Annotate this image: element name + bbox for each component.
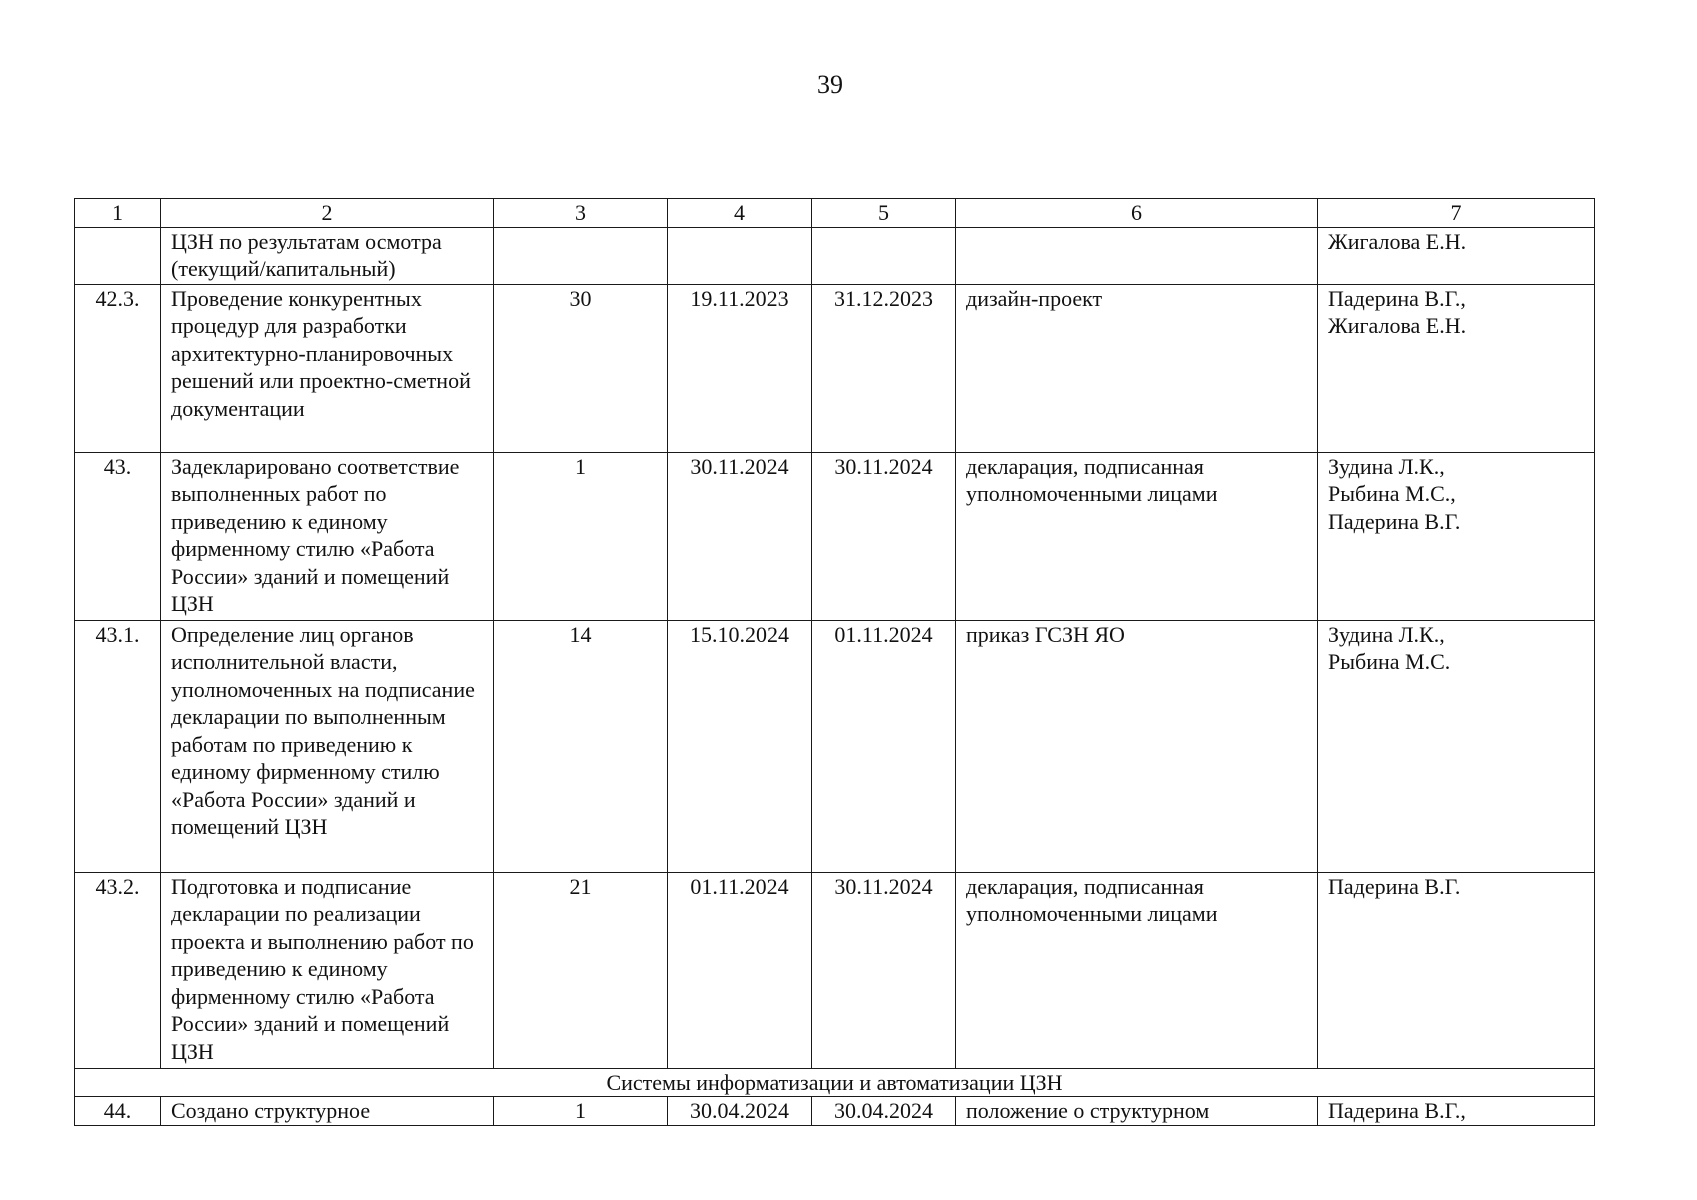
result-document: дизайн-проект	[956, 284, 1318, 452]
row-number: 43.2.	[75, 872, 161, 1068]
table-row	[75, 1097, 1595, 1126]
table-row	[75, 227, 1595, 284]
col-header-4: 4	[668, 199, 812, 228]
section-title: Системы информатизации и автоматизации ЦЗН	[75, 1068, 1595, 1097]
task-text: Подготовка и подписание декларации по реализации проекта и выполнению работ по приведению к единому фирменному стилю «Работа России» зданий и помещений ЦЗН	[161, 872, 494, 1068]
task-text: Определение лиц органов исполнительной власти, уполномоченных на подписание декларации по выполненным работам по приведению к единому фирменному стилю «Работа России» зданий и помещений ЦЗН	[161, 620, 494, 872]
responsible-persons: Жигалова Е.Н.	[1318, 227, 1595, 284]
page-number: 39	[817, 70, 843, 99]
task-text: Создано структурное	[161, 1097, 494, 1126]
col-header-2: 2	[161, 199, 494, 228]
result-document	[956, 227, 1318, 284]
col-header-6: 6	[956, 199, 1318, 228]
result-document: приказ ГСЗН ЯО	[956, 620, 1318, 872]
duration-days: 1	[494, 452, 668, 620]
start-date: 19.11.2023	[668, 284, 812, 452]
responsible-persons: Падерина В.Г., Жигалова Е.Н.	[1318, 284, 1595, 452]
task-text: Задекларировано соответствие выполненных работ по приведению к единому фирменному стилю «Работа России» зданий и помещений ЦЗН	[161, 452, 494, 620]
row-number: 42.3.	[75, 284, 161, 452]
task-text: ЦЗН по результатам осмотра (текущий/капитальный)	[161, 227, 494, 284]
start-date: 15.10.2024	[668, 620, 812, 872]
end-date: 31.12.2023	[812, 284, 956, 452]
responsible-persons: Зудина Л.К., Рыбина М.С., Падерина В.Г.	[1318, 452, 1595, 620]
duration-days: 1	[494, 1097, 668, 1126]
end-date: 30.11.2024	[812, 452, 956, 620]
duration-days	[494, 227, 668, 284]
result-document: декларация, подписанная уполномоченными лицами	[956, 452, 1318, 620]
responsible-persons: Зудина Л.К., Рыбина М.С.	[1318, 620, 1595, 872]
end-date: 30.04.2024	[812, 1097, 956, 1126]
table-row	[75, 620, 1595, 872]
end-date: 30.11.2024	[812, 872, 956, 1068]
table-row	[75, 284, 1595, 452]
start-date	[668, 227, 812, 284]
col-header-7: 7	[1318, 199, 1595, 228]
duration-days: 21	[494, 872, 668, 1068]
responsible-persons: Падерина В.Г.,	[1318, 1097, 1595, 1126]
end-date	[812, 227, 956, 284]
task-text: Проведение конкурентных процедур для разработки архитектурно-планировочных решений или проектно-сметной документации	[161, 284, 494, 452]
duration-days: 14	[494, 620, 668, 872]
header-row	[75, 199, 1595, 228]
duration-days: 30	[494, 284, 668, 452]
start-date: 30.11.2024	[668, 452, 812, 620]
result-document: декларация, подписанная уполномоченными лицами	[956, 872, 1318, 1068]
start-date: 30.04.2024	[668, 1097, 812, 1126]
end-date: 01.11.2024	[812, 620, 956, 872]
row-number	[75, 227, 161, 284]
result-document: положение о структурном	[956, 1097, 1318, 1126]
table-row	[75, 872, 1595, 1068]
section-row	[75, 1068, 1595, 1097]
table-row	[75, 452, 1595, 620]
row-number: 44.	[75, 1097, 161, 1126]
row-number: 43.	[75, 452, 161, 620]
plan-table	[74, 198, 1595, 1126]
row-number: 43.1.	[75, 620, 161, 872]
responsible-persons: Падерина В.Г.	[1318, 872, 1595, 1068]
start-date: 01.11.2024	[668, 872, 812, 1068]
col-header-1: 1	[75, 199, 161, 228]
col-header-3: 3	[494, 199, 668, 228]
col-header-5: 5	[812, 199, 956, 228]
